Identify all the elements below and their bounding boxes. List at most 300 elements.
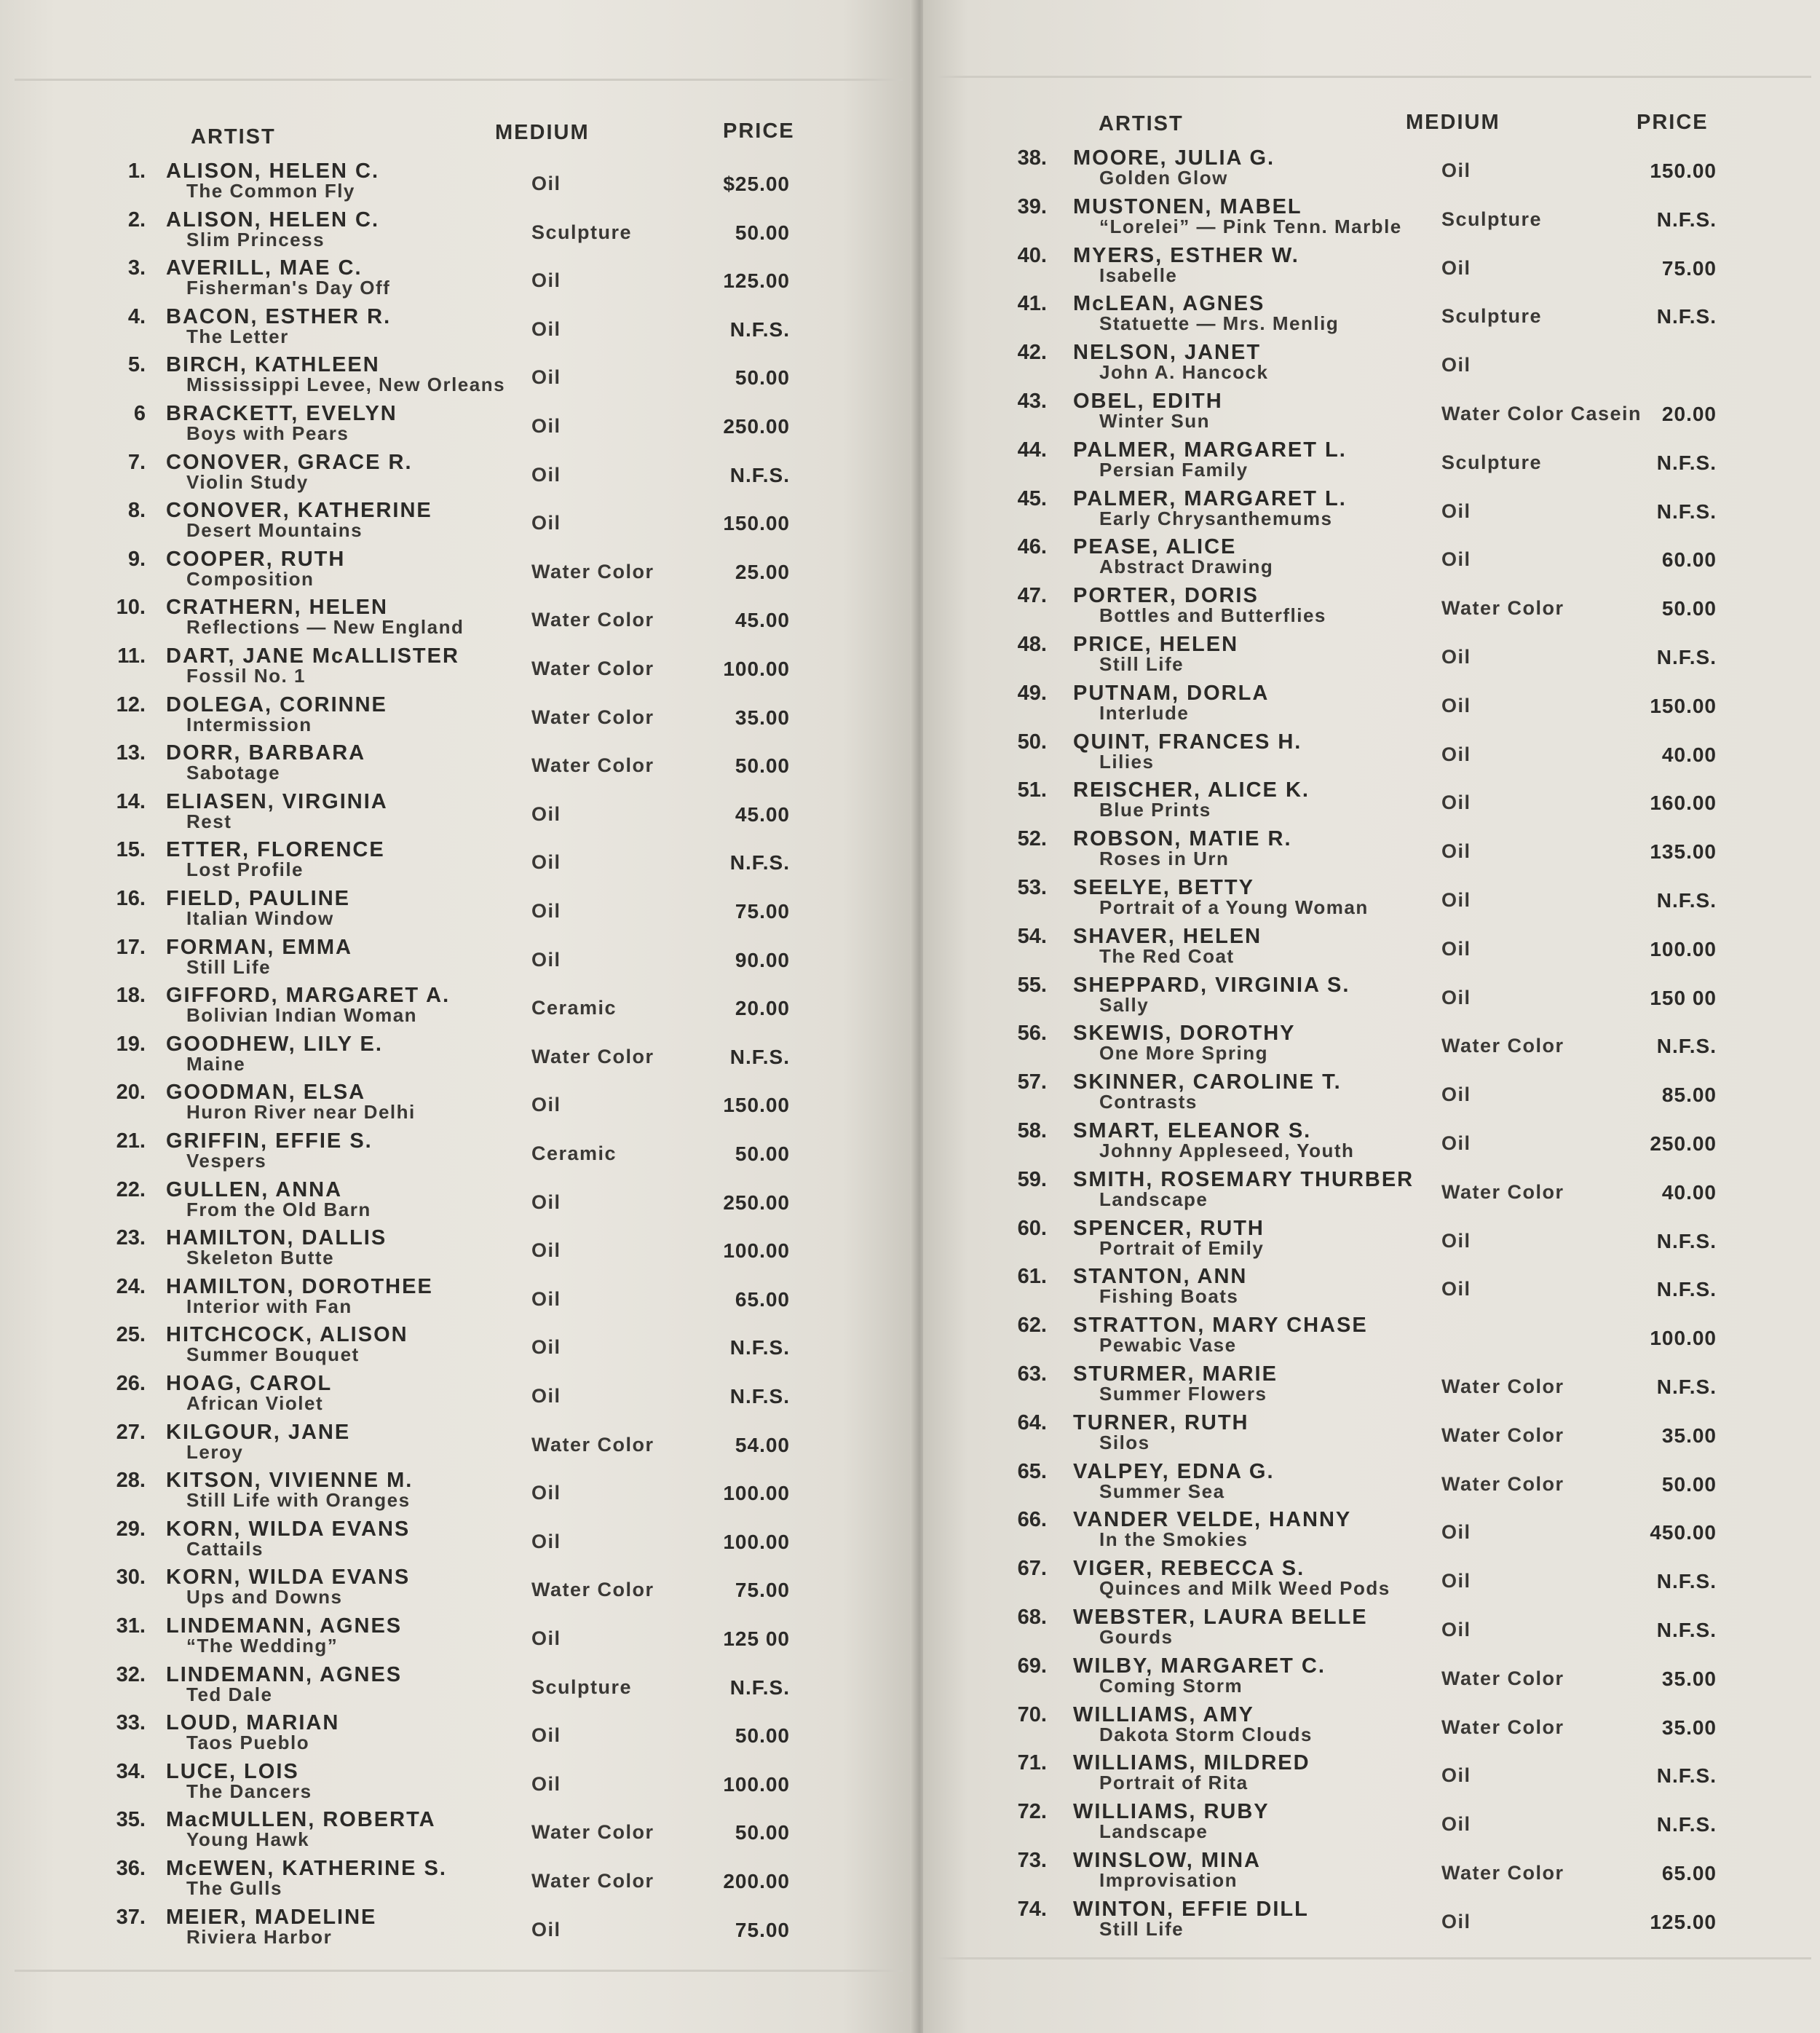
entry-medium: Water Color bbox=[1441, 1424, 1564, 1446]
catalog-entry bbox=[0, 1033, 844, 1081]
entry-price: 150.00 bbox=[1650, 159, 1717, 182]
catalog-entry bbox=[0, 1517, 844, 1566]
entry-title: Slim Princess bbox=[186, 228, 325, 250]
entry-price: 50.00 bbox=[735, 221, 790, 244]
entry-title: The Letter bbox=[186, 325, 289, 347]
entry-artist: WINSLOW, MINA bbox=[1073, 1849, 1261, 1872]
entry-medium: Oil bbox=[531, 512, 561, 534]
entry-title: Statuette — Mrs. Menlig bbox=[1099, 312, 1340, 335]
catalog-entry bbox=[0, 1614, 844, 1662]
entry-medium: Oil bbox=[531, 1918, 561, 1941]
entry-price: 200.00 bbox=[723, 1870, 790, 1892]
entry-medium: Oil bbox=[531, 1385, 561, 1407]
entry-price: N.F.S. bbox=[1656, 1570, 1717, 1593]
entry-title: Portrait of Rita bbox=[1099, 1772, 1249, 1794]
entry-price: N.F.S. bbox=[1656, 889, 1717, 912]
entry-medium: Oil bbox=[531, 415, 561, 437]
entry-title: “Lorelei” — Pink Tenn. Marble bbox=[1099, 215, 1402, 237]
entry-num: 43. bbox=[1017, 390, 1047, 413]
entry-price: 60.00 bbox=[1661, 548, 1717, 572]
entry-num: 12. bbox=[116, 692, 146, 717]
entry-medium: Water Color bbox=[531, 560, 654, 583]
entry-price: 50.00 bbox=[735, 1142, 790, 1165]
entry-title: From the Old Barn bbox=[186, 1198, 371, 1220]
entry-price: N.F.S. bbox=[1656, 1035, 1717, 1058]
entry-num: 18. bbox=[116, 984, 146, 1008]
entry-medium: Oil bbox=[1441, 1521, 1471, 1544]
entry-num: 62. bbox=[1017, 1314, 1047, 1338]
entry-price: 20.00 bbox=[1661, 403, 1717, 425]
catalog-entry bbox=[923, 1508, 1768, 1556]
entry-num: 72. bbox=[1017, 1800, 1047, 1824]
entry-medium: Sculpture bbox=[531, 1675, 633, 1698]
entry-num: 15. bbox=[116, 838, 146, 862]
entry-num: 30. bbox=[116, 1566, 146, 1590]
entry-num: 9. bbox=[127, 547, 146, 571]
entry-price: N.F.S. bbox=[1656, 646, 1717, 668]
catalog-entry bbox=[0, 1081, 844, 1129]
entry-title: Skeleton Butte bbox=[186, 1247, 335, 1269]
catalog-entry bbox=[923, 146, 1768, 194]
entry-price: $25.00 bbox=[723, 173, 790, 195]
catalog-entry bbox=[0, 1566, 844, 1614]
entry-title: Interlude bbox=[1099, 701, 1190, 724]
entry-title: Sally bbox=[1099, 993, 1150, 1016]
entry-artist: ROBSON, MATIE R. bbox=[1073, 827, 1292, 851]
catalog-entry bbox=[923, 1168, 1768, 1216]
entry-artist: ALISON, HELEN C. bbox=[166, 159, 380, 183]
entry-title: Improvisation bbox=[1099, 1869, 1238, 1891]
catalog-entry bbox=[0, 353, 844, 401]
entry-title: Interior with Fan bbox=[186, 1295, 352, 1317]
entry-title: One More Spring bbox=[1099, 1042, 1268, 1065]
entry-price: N.F.S. bbox=[1656, 1764, 1717, 1788]
entry-price: 20.00 bbox=[735, 997, 790, 1020]
entry-medium: Sculpture bbox=[1441, 208, 1543, 230]
catalog-entry bbox=[0, 159, 844, 208]
entry-num: 52. bbox=[1017, 827, 1047, 851]
entry-title: Isabelle bbox=[1099, 264, 1178, 286]
entry-num: 25. bbox=[116, 1323, 146, 1347]
entry-artist: SMITH, ROSEMARY THURBER bbox=[1073, 1167, 1415, 1191]
entry-medium: Oil bbox=[531, 317, 561, 340]
entry-artist: QUINT, FRANCES H. bbox=[1073, 730, 1302, 754]
entry-price: N.F.S. bbox=[729, 1336, 790, 1359]
catalog-entry bbox=[923, 1362, 1768, 1410]
entry-artist: MOORE, JULIA G. bbox=[1073, 146, 1275, 170]
entry-medium: Water Color bbox=[1441, 1180, 1564, 1203]
entry-artist: WILLIAMS, MILDRED bbox=[1073, 1751, 1310, 1775]
entry-num: 29. bbox=[116, 1517, 146, 1541]
entry-num: 7. bbox=[127, 450, 146, 474]
entry-price: N.F.S. bbox=[729, 1045, 790, 1068]
entry-title: Riviera Harbor bbox=[186, 1925, 333, 1948]
entry-title: Reflections — New England bbox=[186, 616, 464, 639]
entry-price: 35.00 bbox=[735, 706, 790, 729]
entry-num: 8. bbox=[127, 499, 146, 523]
entry-medium: Water Color bbox=[531, 1433, 654, 1456]
entry-num: 46. bbox=[1017, 535, 1047, 559]
entry-artist: WEBSTER, LAURA BELLE bbox=[1073, 1606, 1368, 1629]
entry-title: Still Life with Oranges bbox=[186, 1489, 411, 1512]
entry-price: 250.00 bbox=[1650, 1132, 1717, 1155]
entry-medium: Water Color bbox=[531, 1045, 654, 1067]
entry-artist: PALMER, MARGARET L. bbox=[1073, 486, 1347, 510]
entry-artist: STRATTON, MARY CHASE bbox=[1073, 1314, 1368, 1338]
catalog-entry bbox=[923, 1800, 1768, 1848]
right-page bbox=[923, 0, 1820, 2033]
entry-num: 50. bbox=[1017, 730, 1047, 754]
catalog-entry bbox=[0, 887, 844, 935]
entry-price: 100.00 bbox=[723, 1482, 790, 1505]
entry-artist: OBEL, EDITH bbox=[1073, 390, 1223, 413]
entry-price: 90.00 bbox=[735, 948, 790, 971]
entry-title: Bolivian Indian Woman bbox=[186, 1004, 418, 1027]
catalog-entry bbox=[923, 1606, 1768, 1654]
entry-artist: WINTON, EFFIE DILL bbox=[1073, 1897, 1309, 1921]
entry-artist: MEIER, MADELINE bbox=[166, 1905, 377, 1929]
catalog-entry bbox=[923, 487, 1768, 535]
entry-medium: Oil bbox=[1441, 646, 1471, 668]
entry-num: 47. bbox=[1017, 584, 1047, 608]
fold-line bbox=[938, 1957, 1811, 1959]
entry-price: 450.00 bbox=[1650, 1521, 1717, 1544]
entry-artist: PORTER, DORIS bbox=[1073, 584, 1259, 608]
entry-medium: Oil bbox=[1441, 1229, 1471, 1252]
fold-line bbox=[938, 76, 1811, 78]
entry-artist: BRACKETT, EVELYN bbox=[166, 402, 397, 425]
entry-artist: NELSON, JANET bbox=[1073, 341, 1262, 365]
entry-title: Italian Window bbox=[186, 907, 334, 929]
entry-medium: Sculpture bbox=[531, 221, 633, 243]
entry-medium: Water Color Casein bbox=[1441, 403, 1642, 425]
price-column-header: PRICE bbox=[723, 119, 795, 143]
entry-title: Huron River near Delhi bbox=[186, 1101, 416, 1124]
entry-medium: Oil bbox=[531, 269, 561, 292]
entry-artist: SPENCER, RUTH bbox=[1073, 1216, 1265, 1240]
entry-artist: PALMER, MARGARET L. bbox=[1073, 438, 1347, 462]
entry-num: 17. bbox=[116, 935, 146, 959]
artist-column-header: ARTIST bbox=[1099, 112, 1184, 135]
entry-num: 41. bbox=[1017, 292, 1047, 316]
entry-title: Roses in Urn bbox=[1099, 848, 1230, 870]
catalog-entry bbox=[923, 1070, 1768, 1118]
entry-price: 125.00 bbox=[1650, 1910, 1717, 1933]
entry-num: 33. bbox=[116, 1711, 146, 1735]
entry-medium: Oil bbox=[1441, 1764, 1471, 1787]
entry-artist: KILGOUR, JANE bbox=[166, 1420, 351, 1444]
entry-artist: GULLEN, ANNA bbox=[166, 1177, 343, 1201]
entry-price: 160.00 bbox=[1650, 792, 1717, 815]
entry-artist: SKINNER, CAROLINE T. bbox=[1073, 1070, 1342, 1094]
entry-artist: VIGER, REBECCA S. bbox=[1073, 1557, 1305, 1581]
entry-num: 51. bbox=[1017, 778, 1047, 802]
catalog-entry bbox=[923, 1703, 1768, 1751]
entry-medium: Oil bbox=[1441, 1910, 1471, 1933]
entry-price: N.F.S. bbox=[1656, 1278, 1717, 1301]
catalog-entry bbox=[923, 1654, 1768, 1702]
entry-medium: Oil bbox=[531, 463, 561, 486]
entry-num: 38. bbox=[1017, 146, 1047, 170]
catalog-entry bbox=[923, 730, 1768, 778]
catalog-entry bbox=[923, 925, 1768, 973]
entry-price: 50.00 bbox=[735, 366, 790, 390]
entry-artist: HOAG, CAROL bbox=[166, 1372, 333, 1395]
entry-artist: PRICE, HELEN bbox=[1073, 633, 1239, 656]
entry-num: 64. bbox=[1017, 1410, 1047, 1434]
entry-medium: Water Color bbox=[1441, 1375, 1564, 1397]
entry-price: 100.00 bbox=[1650, 1327, 1717, 1350]
entry-price: N.F.S. bbox=[729, 463, 790, 486]
entry-title: Quinces and Milk Weed Pods bbox=[1099, 1577, 1390, 1600]
entry-price: N.F.S. bbox=[1656, 500, 1717, 523]
entry-title: Abstract Drawing bbox=[1099, 556, 1274, 578]
entry-price: 100.00 bbox=[723, 658, 790, 680]
entry-num: 71. bbox=[1017, 1751, 1047, 1775]
entry-num: 60. bbox=[1017, 1216, 1047, 1240]
entry-medium: Water Color bbox=[531, 1870, 654, 1892]
entry-title: Early Chrysanthemums bbox=[1099, 507, 1333, 529]
catalog-entry bbox=[0, 1906, 844, 1954]
entry-title: Maine bbox=[186, 1052, 246, 1075]
entry-price: 85.00 bbox=[1661, 1083, 1717, 1107]
medium-column-header: MEDIUM bbox=[495, 121, 590, 144]
entry-num: 21. bbox=[116, 1129, 146, 1153]
entry-price: 150.00 bbox=[1650, 694, 1717, 717]
entry-medium: Oil bbox=[1441, 1619, 1471, 1641]
entry-price: 65.00 bbox=[1661, 1862, 1717, 1884]
entry-medium: Oil bbox=[1441, 1813, 1471, 1836]
entry-num: 74. bbox=[1017, 1897, 1047, 1921]
entry-artist: WILLIAMS, RUBY bbox=[1073, 1800, 1270, 1824]
entry-num: 3. bbox=[127, 256, 146, 280]
entry-num: 24. bbox=[116, 1274, 146, 1298]
entry-price: N.F.S. bbox=[1656, 208, 1717, 231]
entry-artist: LOUD, MARIAN bbox=[166, 1711, 340, 1735]
entry-artist: McEWEN, KATHERINE S. bbox=[166, 1857, 447, 1880]
entry-num: 6 bbox=[133, 402, 146, 425]
entry-title: Coming Storm bbox=[1099, 1674, 1243, 1697]
entry-num: 45. bbox=[1017, 486, 1047, 510]
entry-medium: Oil bbox=[531, 1239, 561, 1262]
entry-num: 13. bbox=[116, 741, 146, 765]
entry-num: 39. bbox=[1017, 194, 1047, 218]
catalog-entry bbox=[923, 390, 1768, 438]
entry-medium: Oil bbox=[531, 1191, 561, 1213]
entry-num: 67. bbox=[1017, 1557, 1047, 1581]
entry-title: Pewabic Vase bbox=[1099, 1334, 1237, 1357]
entry-title: Rest bbox=[186, 810, 232, 832]
entry-artist: PUTNAM, DORLA bbox=[1073, 681, 1270, 705]
catalog-entry bbox=[0, 499, 844, 547]
entry-artist: COOPER, RUTH bbox=[166, 547, 346, 571]
catalog-entry bbox=[0, 402, 844, 450]
entry-title: Leroy bbox=[186, 1440, 244, 1463]
entry-price: 150.00 bbox=[723, 1094, 790, 1117]
catalog-entry bbox=[0, 1808, 844, 1856]
entry-medium: Water Color bbox=[531, 658, 654, 679]
entry-price: N.F.S. bbox=[1656, 1619, 1717, 1641]
catalog-entry bbox=[0, 548, 844, 596]
entry-medium: Water Color bbox=[1441, 1035, 1564, 1057]
entry-title: Contrasts bbox=[1099, 1091, 1198, 1113]
catalog-entry bbox=[923, 827, 1768, 875]
fold-line bbox=[15, 1970, 903, 1972]
entry-title: Lost Profile bbox=[186, 858, 304, 881]
catalog-entry bbox=[0, 1469, 844, 1517]
catalog-entry bbox=[923, 292, 1768, 340]
catalog-entry bbox=[923, 195, 1768, 243]
entry-price: 50.00 bbox=[735, 1821, 790, 1844]
entry-artist: CRATHERN, HELEN bbox=[166, 596, 388, 620]
entry-medium: Oil bbox=[1441, 1132, 1471, 1154]
entry-artist: KITSON, VIVIENNE M. bbox=[166, 1469, 414, 1493]
entry-artist: SHAVER, HELEN bbox=[1073, 924, 1262, 948]
entry-price: N.F.S. bbox=[729, 1675, 790, 1699]
entry-title: Fisherman's Day Off bbox=[186, 277, 391, 299]
entry-artist: DART, JANE McALLISTER bbox=[166, 644, 459, 668]
catalog-entry bbox=[923, 438, 1768, 486]
entry-title: Bottles and Butterflies bbox=[1099, 604, 1326, 627]
catalog-entry bbox=[923, 974, 1768, 1022]
entry-title: Landscape bbox=[1099, 1188, 1208, 1210]
entry-price: 125 00 bbox=[723, 1627, 790, 1650]
entry-artist: CONOVER, KATHERINE bbox=[166, 499, 432, 523]
entry-artist: SHEPPARD, VIRGINIA S. bbox=[1073, 973, 1350, 997]
catalog-entry bbox=[0, 790, 844, 838]
entry-price: N.F.S. bbox=[729, 1385, 790, 1408]
entry-price: 45.00 bbox=[735, 609, 790, 632]
entry-title: Johnny Appleseed, Youth bbox=[1099, 1140, 1355, 1161]
entry-num: 63. bbox=[1017, 1362, 1047, 1386]
catalog-entry bbox=[923, 1460, 1768, 1508]
entry-artist: DORR, BARBARA bbox=[166, 741, 366, 765]
entry-price: 75.00 bbox=[735, 1579, 790, 1602]
entry-artist: MYERS, ESTHER W. bbox=[1073, 243, 1299, 267]
entry-num: 42. bbox=[1017, 341, 1047, 365]
entry-title: Violin Study bbox=[186, 470, 309, 493]
entry-artist: KORN, WILDA EVANS bbox=[166, 1566, 411, 1590]
entry-artist: HAMILTON, DALLIS bbox=[166, 1226, 387, 1250]
medium-column-header: MEDIUM bbox=[1406, 111, 1500, 134]
entry-artist: AVERILL, MAE C. bbox=[166, 256, 363, 280]
entry-medium: Water Color bbox=[1441, 1862, 1564, 1884]
catalog-entry bbox=[0, 1323, 844, 1371]
entry-medium: Oil bbox=[531, 1772, 561, 1795]
entry-medium: Oil bbox=[531, 948, 561, 971]
catalog-entry bbox=[923, 1265, 1768, 1313]
entry-title: Fishing Boats bbox=[1099, 1285, 1239, 1308]
entry-title: Vespers bbox=[186, 1150, 267, 1172]
entry-title: Sabotage bbox=[186, 762, 281, 784]
entry-medium: Water Color bbox=[531, 1579, 654, 1601]
entry-artist: ETTER, FLORENCE bbox=[166, 838, 385, 862]
catalog-entry bbox=[923, 1314, 1768, 1362]
catalog-entry bbox=[0, 644, 844, 692]
entry-price: 250.00 bbox=[723, 1191, 790, 1214]
entry-num: 48. bbox=[1017, 633, 1047, 656]
catalog-entry bbox=[0, 1421, 844, 1469]
entry-num: 66. bbox=[1017, 1508, 1047, 1532]
entry-medium: Water Color bbox=[531, 1821, 654, 1844]
entry-num: 69. bbox=[1017, 1654, 1047, 1678]
entry-artist: STANTON, ANN bbox=[1073, 1265, 1248, 1289]
artist-column-header: ARTIST bbox=[191, 125, 276, 149]
entry-title: African Violet bbox=[186, 1392, 324, 1414]
entry-artist: ALISON, HELEN C. bbox=[166, 208, 380, 232]
entry-num: 11. bbox=[117, 644, 146, 668]
entry-title: Winter Sun bbox=[1099, 410, 1210, 432]
entry-price: 40.00 bbox=[1661, 1180, 1717, 1204]
entry-artist: PEASE, ALICE bbox=[1073, 535, 1237, 559]
entry-title: Composition bbox=[186, 567, 314, 590]
entry-medium: Oil bbox=[1441, 986, 1471, 1008]
entry-price: N.F.S. bbox=[729, 851, 790, 875]
entry-title: Desert Mountains bbox=[186, 519, 363, 542]
entry-num: 73. bbox=[1017, 1849, 1047, 1872]
catalog-entry bbox=[923, 1119, 1768, 1167]
entry-title: Dakota Storm Clouds bbox=[1099, 1723, 1313, 1745]
entry-title: Landscape bbox=[1099, 1820, 1208, 1843]
entry-num: 32. bbox=[116, 1662, 146, 1686]
entry-title: Taos Pueblo bbox=[186, 1732, 310, 1754]
entry-num: 1. bbox=[127, 159, 146, 183]
entry-artist: KORN, WILDA EVANS bbox=[166, 1517, 411, 1541]
entry-title: The Dancers bbox=[186, 1780, 312, 1802]
entry-price: N.F.S. bbox=[1656, 1375, 1717, 1398]
entry-artist: VANDER VELDE, HANNY bbox=[1073, 1508, 1352, 1532]
entry-num: 28. bbox=[116, 1469, 146, 1493]
entry-artist: STURMER, MARIE bbox=[1073, 1362, 1278, 1386]
catalog-entry bbox=[0, 451, 844, 499]
entry-artist: FORMAN, EMMA bbox=[166, 935, 352, 959]
entry-price: 35.00 bbox=[1661, 1667, 1717, 1690]
entry-artist: SMART, ELEANOR S. bbox=[1073, 1119, 1312, 1142]
catalog-entry bbox=[923, 633, 1768, 681]
entry-num: 68. bbox=[1017, 1606, 1047, 1629]
entry-num: 27. bbox=[116, 1420, 146, 1444]
catalog-entry bbox=[923, 682, 1768, 730]
entry-price: 75.00 bbox=[1661, 256, 1717, 280]
entry-num: 55. bbox=[1017, 973, 1047, 997]
catalog-entry bbox=[923, 1898, 1768, 1946]
entry-num: 70. bbox=[1017, 1702, 1047, 1726]
entry-title: Mississippi Levee, New Orleans bbox=[186, 374, 506, 396]
entry-num: 44. bbox=[1017, 438, 1047, 462]
catalog-entry bbox=[923, 876, 1768, 924]
entry-medium: Oil bbox=[1441, 937, 1471, 960]
entry-title: In the Smokies bbox=[1099, 1528, 1249, 1551]
entry-price: 250.00 bbox=[723, 415, 790, 438]
entry-price: 35.00 bbox=[1661, 1424, 1717, 1447]
entry-price: 75.00 bbox=[735, 900, 790, 923]
entry-medium: Oil bbox=[1441, 792, 1471, 814]
entry-medium: Oil bbox=[531, 802, 561, 825]
entry-num: 4. bbox=[127, 304, 146, 328]
entry-num: 40. bbox=[1017, 243, 1047, 267]
entry-artist: SKEWIS, DOROTHY bbox=[1073, 1022, 1296, 1046]
entry-medium: Oil bbox=[531, 851, 561, 874]
entry-num: 5. bbox=[127, 353, 146, 377]
entry-num: 49. bbox=[1017, 681, 1047, 705]
entry-medium: Oil bbox=[1441, 354, 1471, 376]
entry-num: 37. bbox=[116, 1905, 146, 1929]
entry-title: Summer Sea bbox=[1099, 1480, 1225, 1502]
catalog-entry bbox=[0, 1129, 844, 1177]
catalog-entry bbox=[0, 1760, 844, 1808]
entry-num: 10. bbox=[116, 596, 146, 620]
entry-medium: Oil bbox=[531, 1482, 561, 1504]
